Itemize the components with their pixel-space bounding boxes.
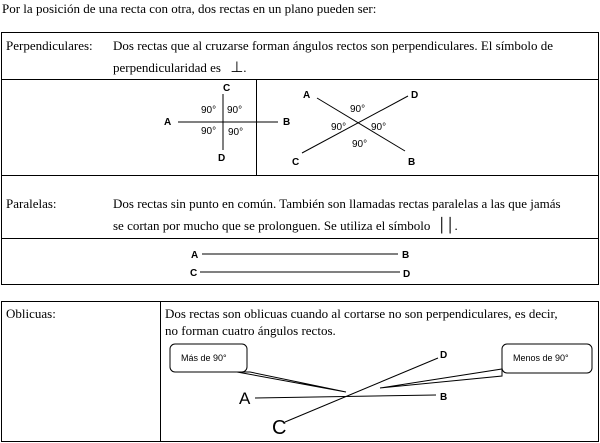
diag-label-a: A (303, 90, 311, 101)
parallel-label-b: B (402, 250, 410, 261)
callout-left-text: Más de 90° (181, 353, 227, 363)
callout-right-pointer (380, 369, 502, 388)
oblique-label-b: B (440, 392, 448, 403)
diag-angle-right: 90° (371, 122, 387, 133)
paralelas-period: . (454, 218, 458, 233)
oblicuas-text-line1: Dos rectas son oblicuas cuando al cortarse no son perpendiculares, es decir, (165, 306, 558, 321)
perpendiculares-text-line2-label: perpendicularidad es (113, 60, 221, 75)
diag-angle-bottom: 90° (352, 139, 368, 150)
parallel-symbol: ││ (437, 218, 455, 234)
parallel-label-d: D (403, 269, 411, 280)
callout-left-pointer (237, 372, 346, 392)
oblique-label-c: C (272, 417, 287, 439)
perpendicular-symbol: ⊥ (230, 58, 244, 76)
paralelas-label: Paralelas: (6, 196, 57, 211)
parallel-label-a: A (191, 250, 199, 261)
oblicuas-label: Oblicuas: (6, 306, 56, 321)
oblique-label-d: D (440, 350, 448, 361)
diag-angle-left: 90° (331, 122, 347, 133)
perpendiculares-period: . (243, 60, 247, 75)
parallel-label-c: C (190, 268, 198, 279)
diag-label-d: D (411, 90, 419, 101)
paralelas-text-line1: Dos rectas sin punto en común. También son llamadas rectas paralelas a las que jamás (113, 196, 561, 211)
callout-right-text: Menos de 90° (513, 353, 569, 363)
perp-angle-br: 90° (228, 127, 244, 138)
intro-text: Por la posición de una recta con otra, dos rectas en un plano pueden ser: (2, 1, 377, 16)
perp-label-a: A (164, 117, 172, 128)
diag-label-c: C (292, 157, 300, 168)
diag-label-b: B (408, 157, 416, 168)
perp-label-b: B (283, 117, 291, 128)
oblicuas-text-line2: no forman cuatro ángulos rectos. (165, 323, 336, 338)
oblique-line-cd (285, 358, 438, 422)
paralelas-text-line2-label: se cortan por mucho que se prolonguen. Se utiliza el símbolo (113, 218, 431, 233)
oblique-label-a: A (239, 389, 251, 408)
perp-label-c: C (223, 83, 231, 94)
perp-angle-bl: 90° (201, 126, 217, 137)
perpendiculares-text-line1: Dos rectas que al cruzarse forman ángulos rectos son perpendiculares. El símbolo de (113, 38, 554, 53)
perpendiculares-label: Perpendiculares: (6, 38, 93, 53)
perp-angle-tr: 90° (227, 105, 243, 116)
diag-angle-top: 90° (350, 104, 366, 115)
perp-label-d: D (218, 153, 226, 164)
perp-angle-tl: 90° (201, 105, 217, 116)
